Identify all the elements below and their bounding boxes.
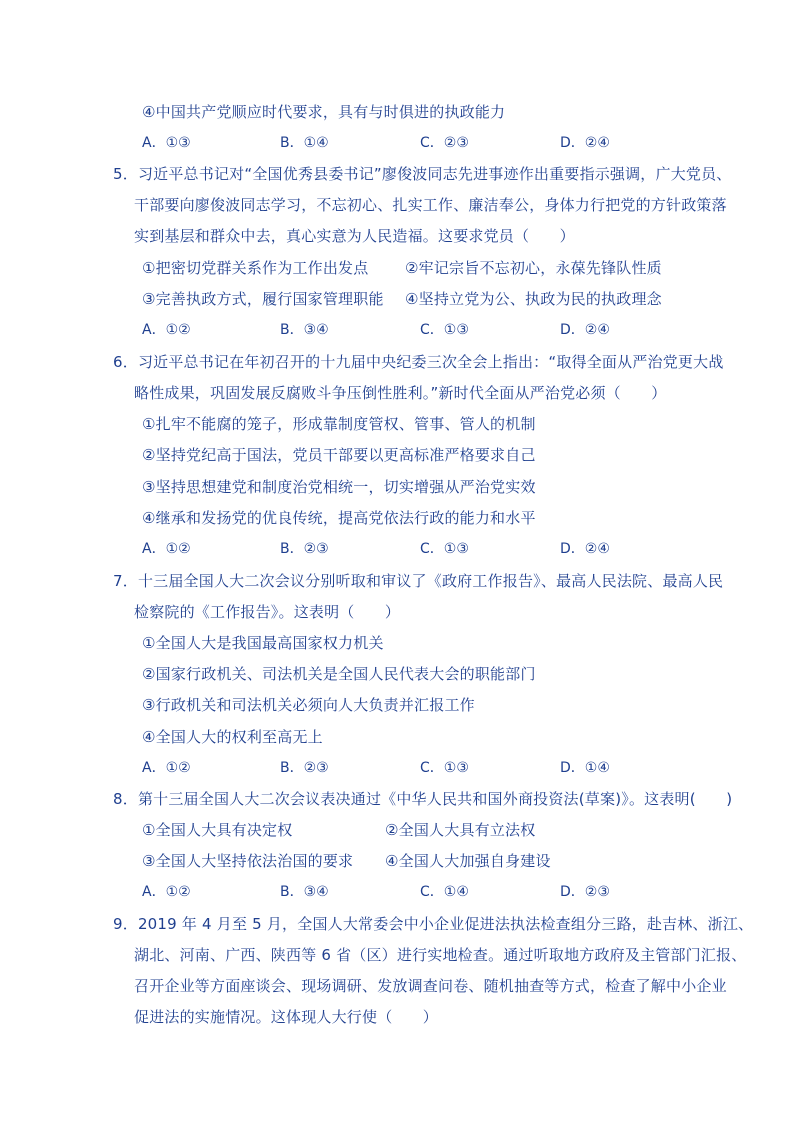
q6-item-3: ③坚持思想建党和制度治党相统一，切实增强从严治党实效 <box>142 478 536 496</box>
q7-option-c[interactable]: C．①③ <box>420 760 469 776</box>
q7-options <box>142 758 662 778</box>
q6-item-4: ④继承和发扬党的优良传统，提高党依法行政的能力和水平 <box>142 509 536 527</box>
q6-options <box>142 539 662 559</box>
q7-stem-line-2: 检察院的《工作报告》。这表明（ ） <box>134 603 401 621</box>
q8-option-a[interactable]: A．①② <box>142 884 191 900</box>
q5-stem-line-3: 实到基层和群众中去，真心实意为人民造福。这要求党员（ ） <box>134 227 575 245</box>
q5-option-c[interactable]: C．①③ <box>420 322 469 338</box>
q4-option-b[interactable]: B．①④ <box>280 135 329 151</box>
q6-item-1: ①扎牢不能腐的笼子，形成靠制度管权、管事、管人的机制 <box>142 415 536 433</box>
q8-item-1: ①全国人大具有决定权 <box>142 821 293 839</box>
q6-item-2: ②坚持党纪高于国法，党员干部要以更高标准严格要求自己 <box>142 446 536 464</box>
q9-stem-line-3: 召开企业等方面座谈会、现场调研、发放调查问卷、随机抽查等方式，检查了解中小企业 <box>134 977 727 995</box>
q6-option-a[interactable]: A．①② <box>142 541 191 557</box>
q7-item-4: ④全国人大的权利至高无上 <box>142 728 323 746</box>
q5-item-1: ①把密切党群关系作为工作出发点 <box>142 259 369 277</box>
q4-item-4: ④中国共产党顺应时代要求，具有与时俱进的执政能力 <box>142 103 506 121</box>
q7-option-d[interactable]: D．①④ <box>560 760 610 776</box>
q4-option-a[interactable]: A．①③ <box>142 135 191 151</box>
q5-item-4: ④坚持立党为公、执政为民的执政理念 <box>405 290 662 308</box>
q8-stem-line-1: 8．第十三届全国人大二次会议表决通过《中华人民共和国外商投资法(草案)》。这表明( ) <box>113 790 733 808</box>
q5-item-2: ②牢记宗旨不忘初心，永葆先锋队性质 <box>405 259 662 277</box>
q7-item-2: ②国家行政机关、司法机关是全国人民代表大会的职能部门 <box>142 665 536 683</box>
q6-stem-line-1: 6．习近平总书记在年初召开的十九届中央纪委三次全会上指出：“取得全面从严治党更大战 <box>113 353 724 371</box>
q5-item-3: ③完善执政方式，履行国家管理职能 <box>142 290 384 308</box>
q7-option-b[interactable]: B．②③ <box>280 760 329 776</box>
q7-option-a[interactable]: A．①② <box>142 760 191 776</box>
q5-option-d[interactable]: D．②④ <box>560 322 610 338</box>
q5-option-b[interactable]: B．③④ <box>280 322 329 338</box>
q6-option-b[interactable]: B．②③ <box>280 541 329 557</box>
q6-stem-line-2: 略性成果，巩固发展反腐败斗争压倒性胜利。”新时代全面从严治党必须（ ） <box>134 384 667 402</box>
q6-option-d[interactable]: D．②④ <box>560 541 610 557</box>
q5-options <box>142 320 662 340</box>
q5-stem-line-2: 干部要向廖俊波同志学习，不忘初心、扎实工作、廉洁奉公，身体力行把党的方针政策落 <box>134 196 727 214</box>
q8-options <box>142 882 662 902</box>
q9-stem-line-4: 促进法的实施情况。这体现人大行使（ ） <box>134 1008 439 1026</box>
q7-stem-line-1: 7．十三届全国人大二次会议分别听取和审议了《政府工作报告》、最高人民法院、最高人民 <box>113 572 724 590</box>
q4-options <box>142 133 662 153</box>
q8-option-d[interactable]: D．②③ <box>560 884 610 900</box>
q8-option-c[interactable]: C．①④ <box>420 884 469 900</box>
q8-option-b[interactable]: B．③④ <box>280 884 329 900</box>
q8-item-2: ②全国人大具有立法权 <box>385 821 536 839</box>
q5-option-a[interactable]: A．①② <box>142 322 191 338</box>
q9-stem-line-1: 9．2019 年 4 月至 5 月，全国人大常委会中小企业促进法执法检查组分三路，赴吉林、浙江、 <box>113 915 754 933</box>
q4-option-d[interactable]: D．②④ <box>560 135 610 151</box>
q8-item-4: ④全国人大加强自身建设 <box>385 852 551 870</box>
q9-stem-line-2: 湖北、河南、广西、陕西等 6 省（区）进行实地检查。通过听取地方政府及主管部门汇报、 <box>134 946 747 964</box>
q7-item-1: ①全国人大是我国最高国家权力机关 <box>142 634 384 652</box>
q4-option-c[interactable]: C．②③ <box>420 135 469 151</box>
q6-option-c[interactable]: C．①③ <box>420 541 469 557</box>
q8-item-3: ③全国人大坚持依法治国的要求 <box>142 852 354 870</box>
q7-item-3: ③行政机关和司法机关必须向人大负责并汇报工作 <box>142 696 475 714</box>
q5-stem-line-1: 5．习近平总书记对“全国优秀县委书记”廖俊波同志先进事迹作出重要指示强调，广大党员、 <box>113 165 732 183</box>
